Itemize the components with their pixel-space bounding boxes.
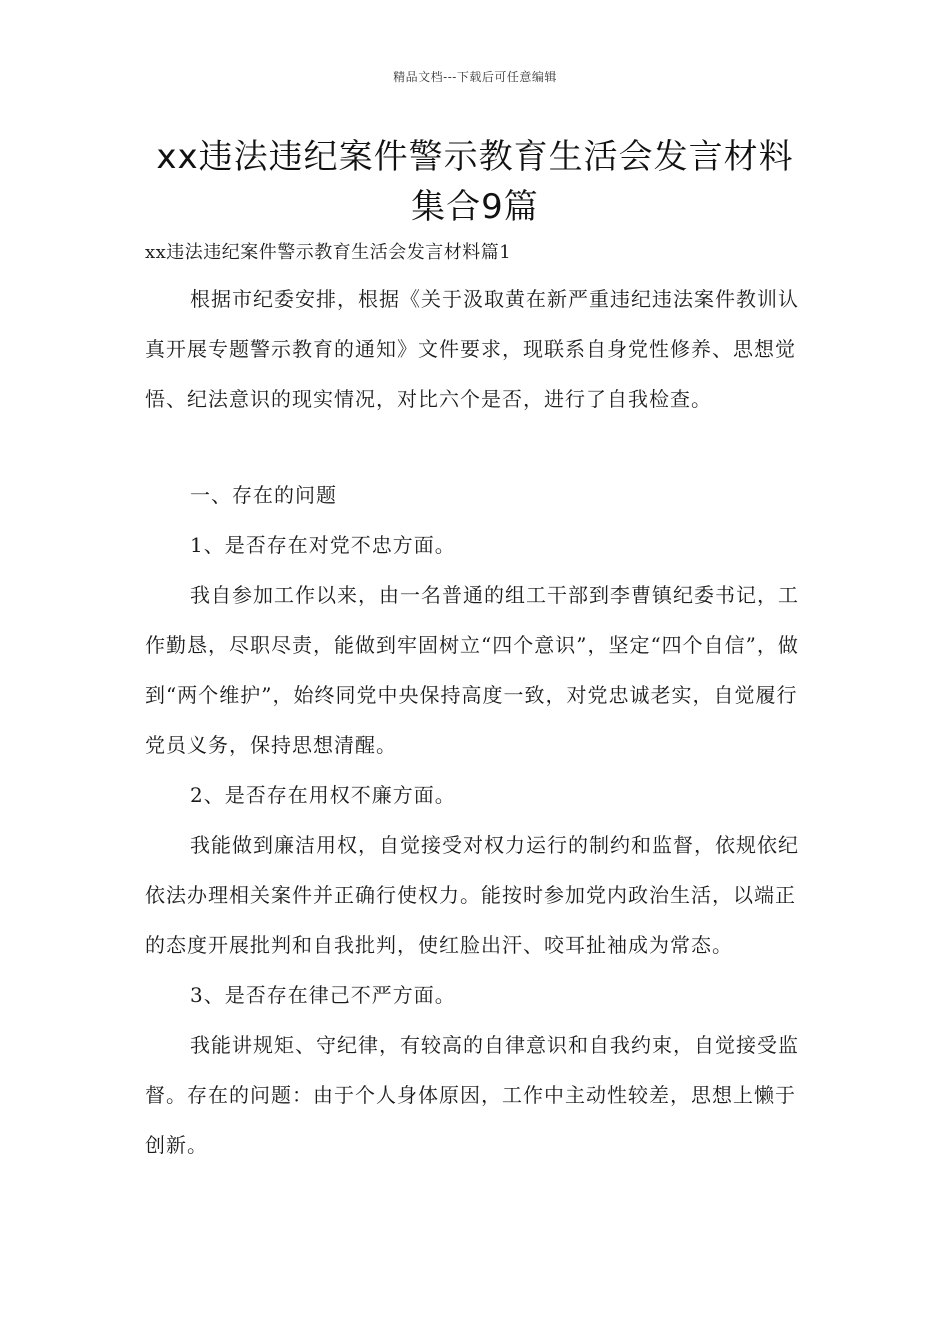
paragraph-intro: 根据市纪委安排，根据《关于汲取黄在新严重违纪违法案件教训认真开展专题警示教育的通知》文件要求，现联系自身党性修养、思想觉悟、纪法意识的现实情况，对比六个是否，进行了自我检查。 bbox=[145, 287, 799, 411]
header-note: 精品文档---下载后可任意编辑 bbox=[393, 70, 557, 84]
document-body bbox=[145, 232, 815, 1170]
item-heading-3: 3、是否存在律己不严方面。 bbox=[190, 983, 456, 1007]
paragraph-spacer bbox=[145, 424, 815, 470]
section-heading: 一、存在的问题 bbox=[190, 483, 337, 507]
item-heading-2: 2、是否存在用权不廉方面。 bbox=[190, 783, 456, 807]
document-title: xx违法违纪案件警示教育生活会发言材料集合9篇 bbox=[156, 137, 794, 227]
item-body-2: 我能做到廉洁用权，自觉接受对权力运行的制约和监督，依规依纪依法办理相关案件并正确行使权力。能按时参加党内政治生活，以端正的态度开展批判和自我批判，使红脸出汗、咬耳扯袖成为常态。 bbox=[145, 833, 799, 957]
item-body-1: 我自参加工作以来，由一名普通的组工干部到李曹镇纪委书记，工作勤恳，尽职尽责，能做到牢固树立“四个意识”，坚定“四个自信”，做到“两个维护”，始终同党中央保持高度一致，对党忠诚老实，自觉履行党员义务，保持思想清醒。 bbox=[145, 583, 799, 757]
document-subtitle: xx违法违纪案件警示教育生活会发言材料篇1 bbox=[145, 242, 512, 263]
item-heading-1: 1、是否存在对党不忠方面。 bbox=[190, 533, 456, 557]
item-body-3: 我能讲规矩、守纪律，有较高的自律意识和自我约束，自觉接受监督。存在的问题：由于个人身体原因，工作中主动性较差，思想上懒于创新。 bbox=[145, 1033, 799, 1157]
